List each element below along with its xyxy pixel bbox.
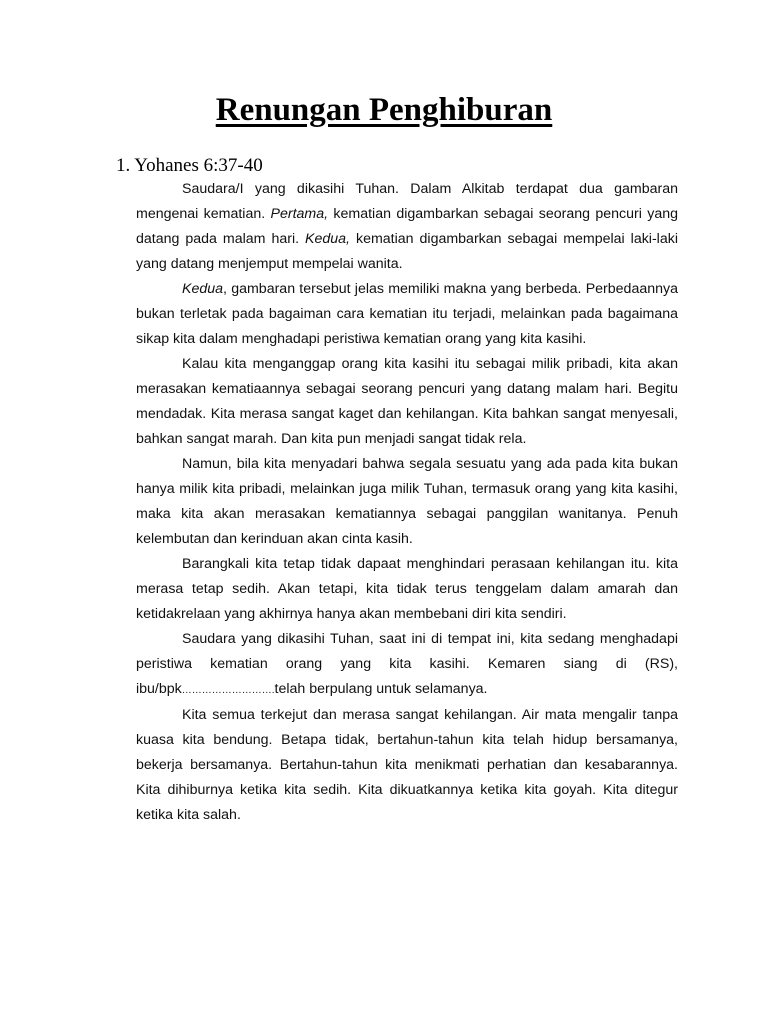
page-title: Renungan Penghiburan <box>215 92 553 128</box>
blank-name-placeholder: ………………………. <box>181 685 275 696</box>
paragraph-4: Namun, bila kita menyadari bahwa segala sesuatu yang ada pada kita bukan hanya milik kita pribadi, melainkan juga milik Tuhan, termasuk orang yang kita kasihi, maka kita akan merasakan kematiannya sebagai panggilan wanitanya. Penuh kelembutan dan kerinduan akan cinta kasih. <box>136 456 678 547</box>
paragraph-1 <box>136 177 678 277</box>
paragraph-text: Saudara/I yang dikasihi Tuhan. Dalam Alkitab terdapat dua gambaran mengenai kematian. <box>136 181 678 222</box>
body-text <box>136 177 678 828</box>
paragraph-text: kematian digambarkan sebagai mempelai laki-laki yang datang menjemput mempelai wanita. <box>136 231 678 272</box>
paragraph-text: Saudara yang dikasihi Tuhan, saat ini di tempat ini, kita sedang menghadapi peristiwa kematian orang yang kita kasihi. Kemaren siang di (RS), ibu/bpk <box>136 631 678 697</box>
paragraph-7: Kita semua terkejut dan merasa sangat kehilangan. Air mata mengalir tanpa kuasa kita bendung. Betapa tidak, bertahun-tahun kita telah hidup bersamanya, bekerja bersamanya. Bertahun-tahun kita menikmati perhatian dan kesabarannya. Kita dihiburnya ketika kita sedih. Kita dikuatkannya ketika kita goyah. Kita ditegur ketika kita salah. <box>136 707 678 823</box>
paragraph-5: Barangkali kita tetap tidak dapaat menghindari perasaan kehilangan itu. kita merasa tetap sedih. Akan tetapi, kita tidak terus tenggelam dalam amarah dan ketidakrelaan yang akhirnya hanya akan membebani diri kita sendiri. <box>136 556 678 622</box>
italic-term-kedua: Kedua, <box>305 231 350 247</box>
paragraph-2 <box>136 277 678 352</box>
paragraph-text: , gambaran tersebut jelas memiliki makna yang berbeda. Perbedaannya bukan terletak pada bagaiman cara kematian itu terjadi, melainkan pada bagaimana sikap kita dalam menghadapi peristiwa kematian orang yang kita kasihi. <box>136 281 678 347</box>
paragraph-3: Kalau kita menganggap orang kita kasihi itu sebagai milik pribadi, kita akan merasakan kematiaannya sebagai seorang pencuri yang datang malam hari. Begitu mendadak. Kita merasa sangat kaget dan kehilangan. Kita bahkan sangat menyesali, bahkan sangat marah. Dan kita pun menjadi sangat tidak rela. <box>136 356 678 447</box>
paragraph-text: telah berpulang untuk selamanya. <box>274 681 488 697</box>
italic-term-pertama: Pertama, <box>270 206 329 222</box>
paragraph-text: kematian digambarkan sebagai seorang pencuri yang datang pada malam hari. <box>136 206 678 247</box>
paragraph-6 <box>136 627 678 703</box>
italic-term-kedua: Kedua <box>182 281 224 297</box>
section-heading: 1. Yohanes 6:37-40 <box>116 155 263 176</box>
